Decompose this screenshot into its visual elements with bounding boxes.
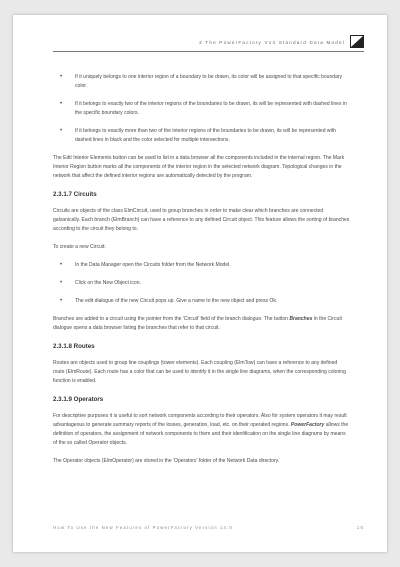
list-item: • If it uniquely belongs to one interior region of a boundary to be drawn, its color will be assigned to that specific boundary color. — [53, 73, 350, 91]
text-run: Branches are added to a circuit using the pointer from the 'Circuit' field of the branch dialogue. The button — [53, 316, 290, 322]
list-item: • In the Data Manager open the Circuits folder from the Network Model. — [53, 261, 350, 270]
list-item: • Click on the New Object icon. — [53, 279, 350, 288]
page-body — [53, 73, 350, 475]
paragraph-edit-interior: The Edit Interior Elements button can be used to list in a data browser all the components included in the internal region. The Mark Interior Region button marks all the components of the interior region in the selected network diagram. Topological changes in the network that affect the defined interior regions are automatically detected by the program. — [53, 155, 345, 179]
paragraph-routes: Routes are objects used to group line couplings (tower elements). Each coupling (ElmTow) can have a reference to any defined route (ElmRoute). Each route has a color that can be used to identify it in the single line diagrams, when the corresponding coloring function is enabled. — [53, 360, 346, 384]
page-number: 10 — [356, 525, 364, 530]
text-run: For descriptive purposes it is useful to sort network components according to their operators. Also for system operators it may result advantageous to generate summary reports of the losses, generation, load, etc. on their operated regions. — [53, 413, 347, 428]
text-run: allows the definition of operators, the assignment of network components to them and their identification on the single line diagrams by means of the so called Operator objects. — [53, 422, 349, 446]
text-run: in the Circuit dialogue opens a data browser listing the branches that refer to that circuit. — [53, 316, 342, 331]
list-item: • If it belongs to exactly more than two of the interior regions of the boundaries to be drawn, its will be represented with dashed lines in black and the color selected for multiple intersections. — [53, 127, 350, 145]
paragraph-operator-objects: The Operator objects (ElmOperator) are stored in the 'Operators' folder of the Network Data directory. — [53, 458, 280, 464]
section-heading-routes: 2.3.1.8 Routes — [53, 343, 95, 350]
paragraph-operators — [53, 412, 350, 448]
section-heading-circuits: 2.3.1.7 Circuits — [53, 191, 97, 198]
header-rule — [53, 51, 364, 52]
digsilent-logo-icon — [350, 35, 364, 48]
list-item: • If it belongs to exactly two of the interior regions of the boundaries to be drawn, its will be represented with dashed lines in the specific boundary colors. — [53, 100, 350, 118]
running-header: 2 The PowerFactory V14 Standard Data Model — [199, 40, 345, 45]
emphasis-branches: Branches — [289, 316, 313, 322]
list-item: • The edit dialogue of the new Circuit pops up. Give a name to the new object and press Ok. — [53, 297, 350, 306]
paragraph-create-circuit: To create a new Circuit: — [53, 244, 106, 250]
emphasis-powerfactory: PowerFactory — [290, 422, 325, 428]
paragraph-branches — [53, 315, 350, 333]
paragraph-circuits-intro: Circuits are objects of the class ElmCircuit, used to group branches in order to make clear which branches are connected galvanically. Each branch (ElmBranch) can have a reference to any defined Circuit object. This feature allows the sorting of branches according to the circuit they belong to. — [53, 208, 350, 232]
document-page — [13, 15, 387, 552]
section-heading-operators: 2.3.1.9 Operators — [53, 396, 104, 403]
footer-title: How To Use the New Features of PowerFactory Version 14.0 — [53, 525, 233, 530]
